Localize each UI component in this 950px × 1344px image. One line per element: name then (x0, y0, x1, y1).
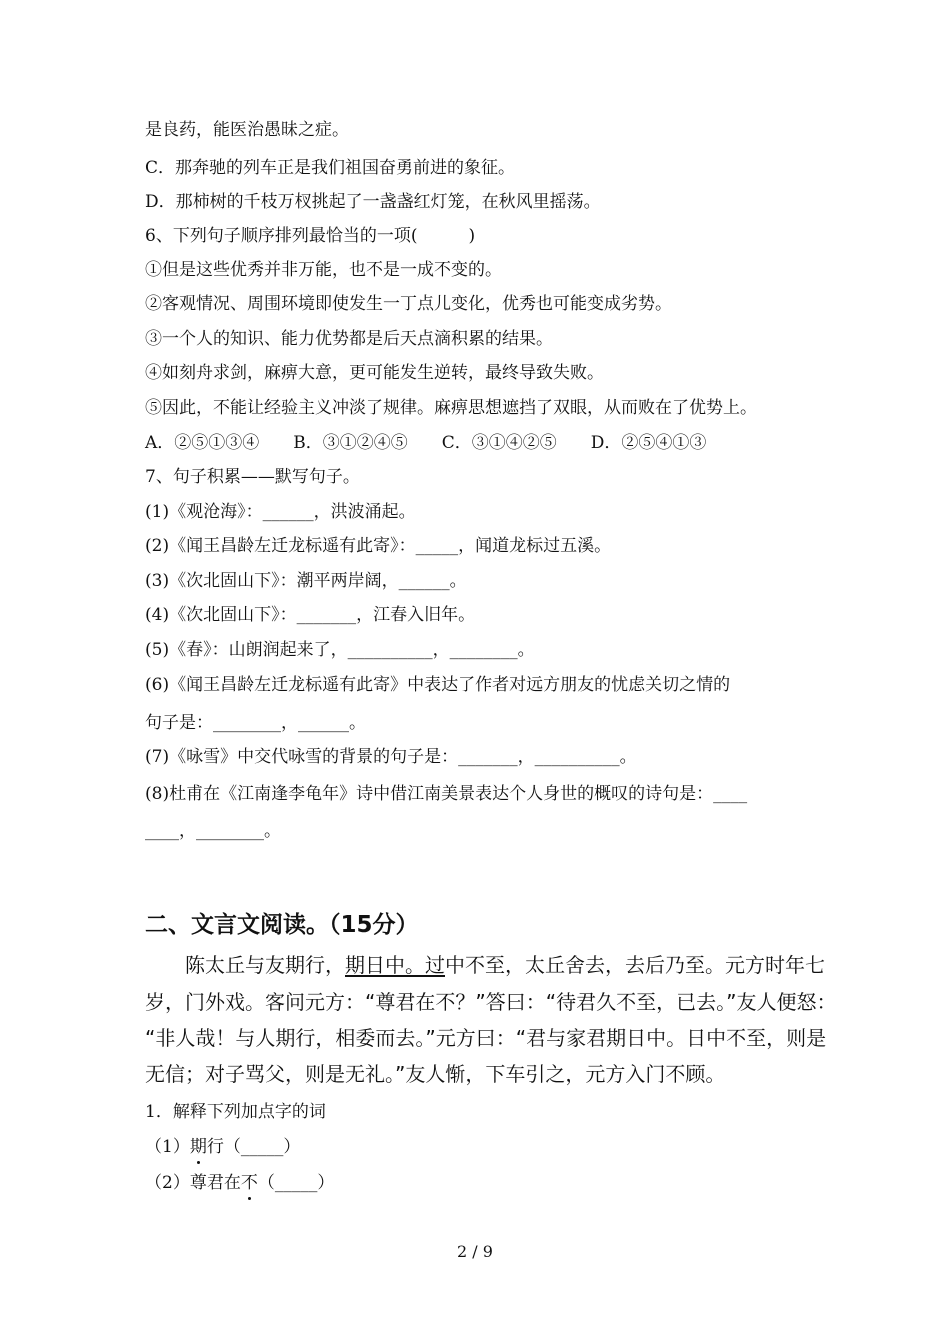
sentence-4: ④如刻舟求剑，麻痹大意，更可能发生逆转，最终导致失败。 (145, 363, 604, 383)
passage-line-2: 岁，门外戏。客问元方：“尊君在不？”答曰：“待君久不至，已去。”友人便怒： (145, 990, 837, 1014)
blank-3: (3)《次北固山下》：潮平两岸阔，______。 (145, 571, 467, 591)
question-1: 1．解释下列加点字的词 (145, 1102, 326, 1122)
sentence-2: ②客观情况、周围环境即使发生一丁点儿变化，优秀也可能变成劣势。 (145, 294, 672, 314)
question-6: 6、下列句子顺序排列最恰当的一项( ) (145, 226, 476, 246)
passage-line-3: “非人哉！与人期行，相委而去。”元方曰：“君与家君期日中。日中不至，则是 (145, 1026, 827, 1050)
option-c: C．那奔驰的列车正是我们祖国奋勇前进的象征。 (145, 158, 516, 178)
blank-6-cont: 句子是：________，______。 (145, 713, 366, 733)
page-number: 2 / 9 (457, 1242, 493, 1261)
option-d: D．那柿树的千枝万杈挑起了一盏盏红灯笼，在秋风里摇荡。 (145, 192, 601, 212)
section-heading: 二、文言文阅读。（15分） (145, 912, 419, 938)
blank-4: (4)《次北固山下》：_______，江春入旧年。 (145, 605, 476, 625)
answer-options: A．②⑤①③④ B．③①②④⑤ C．③①④②⑤ D．②⑤④①③ (145, 433, 707, 453)
question-1-item-1: （1）期行（_____） (145, 1137, 301, 1157)
line-1: 是良药，能医治愚昧之症。 (145, 120, 349, 140)
passage-line-1: 陈太丘与友期行，期日中。过中不至，太丘舍去，去后乃至。元方时年七 (145, 953, 825, 977)
passage-line-4: 无信；对子骂父，则是无礼。”友人惭，下车引之，元方入门不顾。 (145, 1062, 726, 1086)
blank-6: (6)《闻王昌龄左迁龙标遥有此寄》中表达了作者对远方朋友的忧虑关切之情的 (145, 675, 731, 695)
blank-7: (7)《咏雪》中交代咏雪的背景的句子是：_______，__________。 (145, 747, 637, 767)
blank-1: (1)《观沧海》：______，洪波涌起。 (145, 502, 416, 522)
blank-8-cont: ____，________。 (145, 821, 281, 841)
question-7: 7、句子积累——默写句子。 (145, 467, 360, 487)
sentence-1: ①但是这些优秀并非万能，也不是一成不变的。 (145, 260, 502, 280)
blank-5: (5)《春》：山朗润起来了，__________，________。 (145, 640, 535, 660)
blank-2: (2)《闻王昌龄左迁龙标遥有此寄》：_____，闻道龙标过五溪。 (145, 536, 612, 556)
sentence-5: ⑤因此，不能让经验主义冲淡了规律。麻痹思想遮挡了双眼，从而败在了优势上。 (145, 398, 757, 418)
sentence-3: ③一个人的知识、能力优势都是后天点滴积累的结果。 (145, 329, 553, 349)
blank-8: (8)杜甫在《江南逢李龟年》诗中借江南美景表达个人身世的概叹的诗句是：____ (145, 784, 748, 804)
question-1-item-2: （2）尊君在不（_____） (145, 1173, 335, 1193)
